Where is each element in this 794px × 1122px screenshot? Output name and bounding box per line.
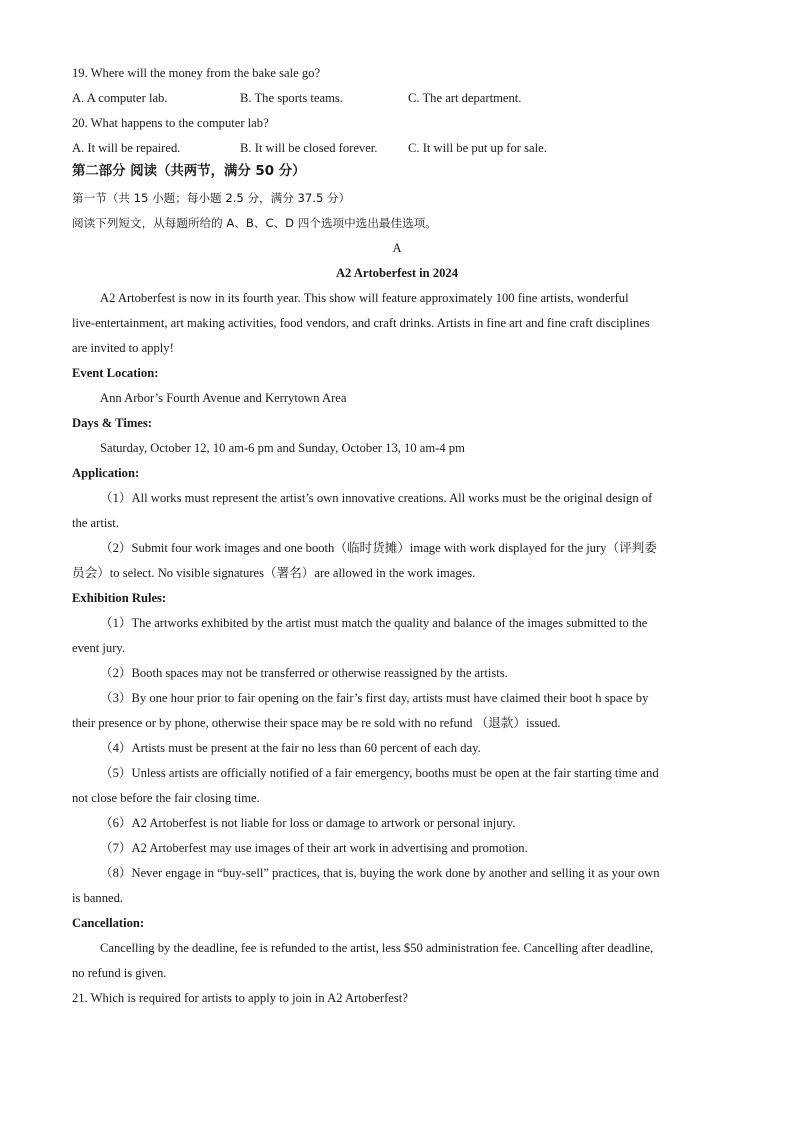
rule-8-line-2: is banned. bbox=[72, 891, 124, 905]
question-19-option-b: B. The sports teams. bbox=[240, 91, 343, 105]
rule-3-line-1: （3）By one hour prior to fair opening on the fair’s first day, artists must have claimed their boot h space by bbox=[100, 691, 649, 705]
question-21-stem: 21. Which is required for artists to apply to join in A2 Artoberfest? bbox=[72, 991, 408, 1005]
question-19-option-a: A. A computer lab. bbox=[72, 91, 168, 105]
question-20-option-c: C. It will be put up for sale. bbox=[408, 141, 547, 155]
days-text: Saturday, October 12, 10 am-6 pm and Sunday, October 13, 10 am-4 pm bbox=[100, 441, 465, 455]
application-heading: Application: bbox=[72, 466, 140, 480]
location-text: Ann Arbor’s Fourth Avenue and Kerrytown Area bbox=[100, 391, 347, 405]
application-item-1-line-2: the artist. bbox=[72, 516, 119, 530]
passage-title: A2 Artoberfest in 2024 bbox=[335, 266, 459, 280]
rule-4: （4）Artists must be present at the fair no less than 60 percent of each day. bbox=[100, 741, 481, 755]
question-19-stem: 19. Where will the money from the bake sale go? bbox=[72, 66, 321, 80]
rules-heading: Exhibition Rules: bbox=[72, 591, 167, 605]
intro-line-1: A2 Artoberfest is now in its fourth year. This show will feature approximately 100 fine artists, wonderful bbox=[100, 291, 629, 305]
application-item-2-line-1: （2）Submit four work images and one booth（临时货摊）image with work displayed for the jury（评判委 bbox=[100, 541, 657, 555]
rule-1-line-2: event jury. bbox=[72, 641, 126, 655]
rule-8-line-1: （8）Never engage in “buy-sell” practices, that is, buying the work done by another and selling it as your own bbox=[100, 866, 660, 880]
rule-1-line-1: （1）The artworks exhibited by the artist must match the quality and balance of the images submitted to the bbox=[100, 616, 648, 630]
cancellation-line-2: no refund is given. bbox=[72, 966, 167, 980]
cancellation-line-1: Cancelling by the deadline, fee is refunded to the artist, less $50 administration fee. Cancelling after deadline, bbox=[100, 941, 654, 955]
days-heading: Days & Times: bbox=[72, 416, 152, 430]
cancellation-heading: Cancellation: bbox=[72, 916, 145, 930]
question-20-option-b: B. It will be closed forever. bbox=[240, 141, 378, 155]
question-20-option-a: A. It will be repaired. bbox=[72, 141, 181, 155]
application-item-1-line-1: （1）All works must represent the artist’s own innovative creations. All works must be the original design of bbox=[100, 491, 653, 505]
rule-6: （6）A2 Artoberfest is not liable for loss or damage to artwork or personal injury. bbox=[100, 816, 516, 830]
rule-5-line-1: （5）Unless artists are officially notified of a fair emergency, booths must be open at the fair starting time and bbox=[100, 766, 659, 780]
rule-5-line-2: not close before the fair closing time. bbox=[72, 791, 260, 805]
application-item-2-line-2: 员会）to select. No visible signatures（署名）are allowed in the work images. bbox=[72, 566, 476, 580]
intro-line-2: live-entertainment, art making activities, food vendors, and craft drinks. Artists in fine art and fine craft disciplines bbox=[72, 316, 650, 330]
reading-instruction: 阅读下列短文，从每题所给的 A、B、C、D 四个选项中选出最佳选项。 bbox=[72, 216, 437, 230]
rule-2: （2）Booth spaces may not be transferred or otherwise reassigned by the artists. bbox=[100, 666, 508, 680]
passage-label: A bbox=[392, 241, 402, 255]
location-heading: Event Location: bbox=[72, 366, 159, 380]
rule-3-line-2: their presence or by phone, otherwise their space may be re sold with no refund （退款）issued. bbox=[72, 716, 561, 730]
intro-line-3: are invited to apply! bbox=[72, 341, 174, 355]
part2-title: 第二部分 阅读（共两节，满分 50 分） bbox=[72, 164, 306, 179]
question-20-stem: 20. What happens to the computer lab? bbox=[72, 116, 269, 130]
question-19-option-c: C. The art department. bbox=[408, 91, 522, 105]
section1-title: 第一节（共 15 小题；每小题 2.5 分，满分 37.5 分） bbox=[72, 191, 351, 205]
rule-7: （7）A2 Artoberfest may use images of their art work in advertising and promotion. bbox=[100, 841, 528, 855]
